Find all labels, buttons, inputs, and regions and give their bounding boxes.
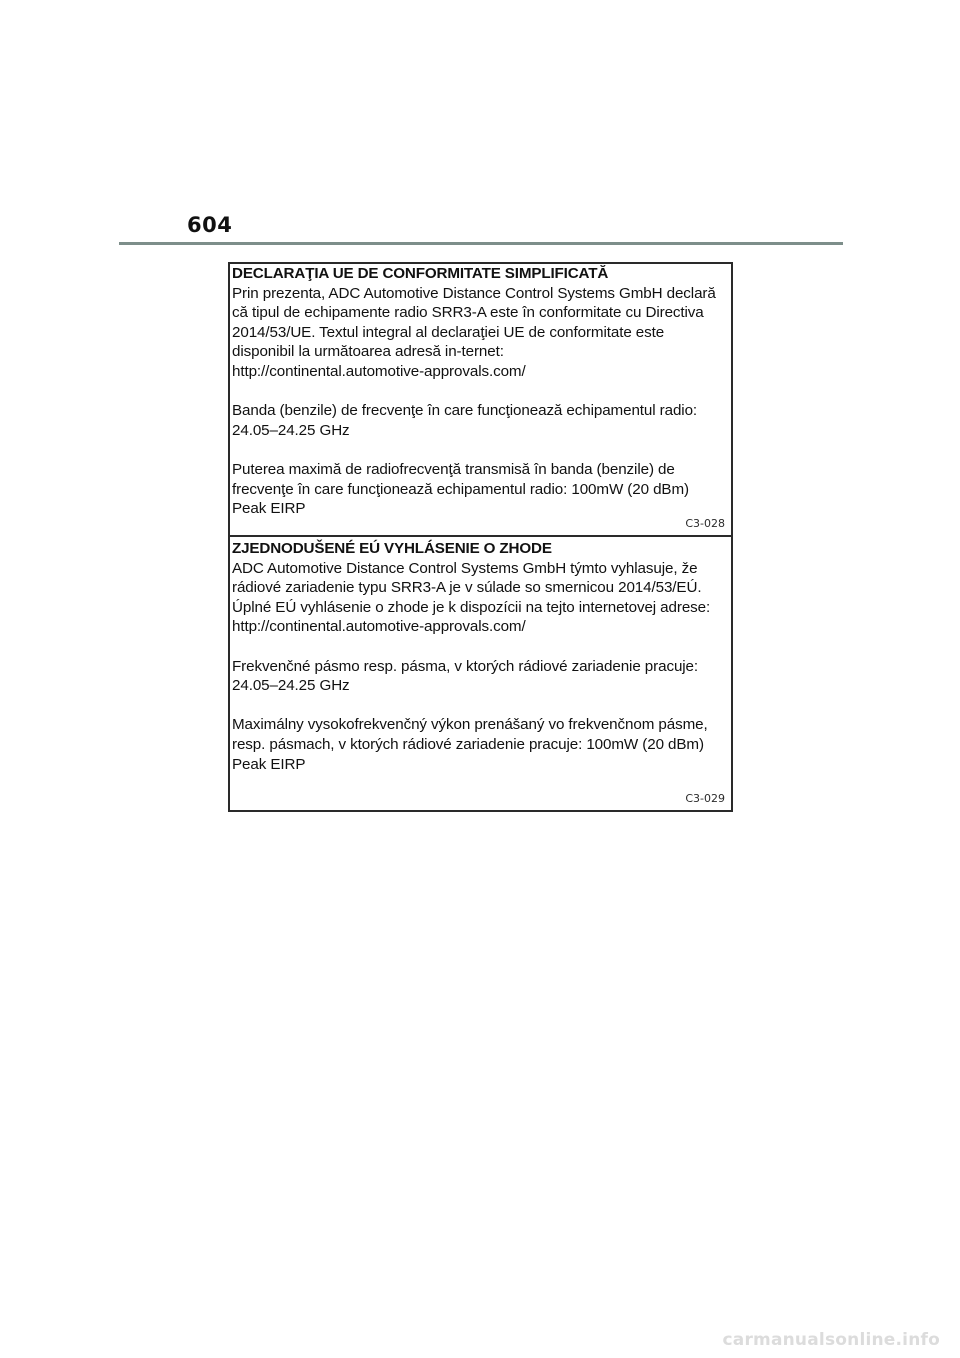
paragraph-conformity-sk	[232, 559, 729, 637]
text-line: ADC Automotive Distance Control Systems GmbH týmto vyhlasuje, že	[232, 559, 698, 577]
header-rule	[119, 242, 843, 245]
page-number: 604	[187, 213, 233, 237]
url-text: http://continental.automotive-approvals.com/	[232, 362, 526, 380]
section-title-ro: DECLARAŢIA UE DE CONFORMITATE SIMPLIFICATĂ	[232, 265, 609, 282]
reference-code-ro: C3-028	[685, 517, 725, 530]
watermark: carmanualsonline.info	[722, 1330, 940, 1350]
text-line: Maximálny vysokofrekvenčný výkon prenášaný vo frekvenčnom pásme,	[232, 716, 708, 734]
declaration-box	[228, 262, 733, 812]
paragraph-power-sk	[232, 715, 729, 774]
text-line: Prin prezenta, ADC Automotive Distance Control Systems GmbH declară	[232, 284, 716, 302]
text-line: 24.05–24.25 GHz	[232, 677, 350, 695]
text-line: Puterea maximă de radiofrecvenţă transmisă în banda (benzile) de	[232, 460, 675, 478]
paragraph-conformity-ro	[232, 284, 729, 382]
text-line: Peak EIRP	[232, 755, 306, 773]
text-line: Banda (benzile) de frecvenţe în care funcţionează echipamentul radio:	[232, 402, 698, 420]
text-line: Úplné EÚ vyhlásenie o zhode je k dispozícii na tejto internetovej adrese:	[232, 598, 711, 616]
declaration-section-ro	[230, 264, 731, 537]
paragraph-band-sk	[232, 657, 729, 696]
paragraph-power-ro	[232, 460, 729, 519]
text-line: Frekvenčné pásmo resp. pásma, v ktorých rádiové zariadenie pracuje:	[232, 657, 699, 675]
reference-code-sk: C3-029	[685, 792, 725, 805]
section-title-sk: ZJEDNODUŠENÉ EÚ VYHLÁSENIE O ZHODE	[232, 540, 552, 557]
paragraph-band-ro	[232, 401, 729, 440]
text-line: rádiové zariadenie typu SRR3-A je v súlade so smernicou 2014/53/EÚ.	[232, 579, 702, 597]
text-line: resp. pásmach, v ktorých rádiové zariadenie pracuje: 100mW (20 dBm)	[232, 735, 704, 753]
text-line: frecvenţe în care funcţionează echipamentul radio: 100mW (20 dBm)	[232, 480, 689, 498]
text-line: 2014/53/UE. Textul integral al declaraţiei UE de conformitate este	[232, 323, 665, 341]
text-line: că tipul de echipamente radio SRR3-A este în conformitate cu Directiva	[232, 304, 704, 322]
text-line: Peak EIRP	[232, 500, 306, 518]
text-line: disponibil la următoarea adresă in-ternet:	[232, 343, 504, 361]
url-text: http://continental.automotive-approvals.com/	[232, 618, 526, 636]
text-line: 24.05–24.25 GHz	[232, 421, 350, 439]
declaration-section-sk	[230, 537, 731, 810]
